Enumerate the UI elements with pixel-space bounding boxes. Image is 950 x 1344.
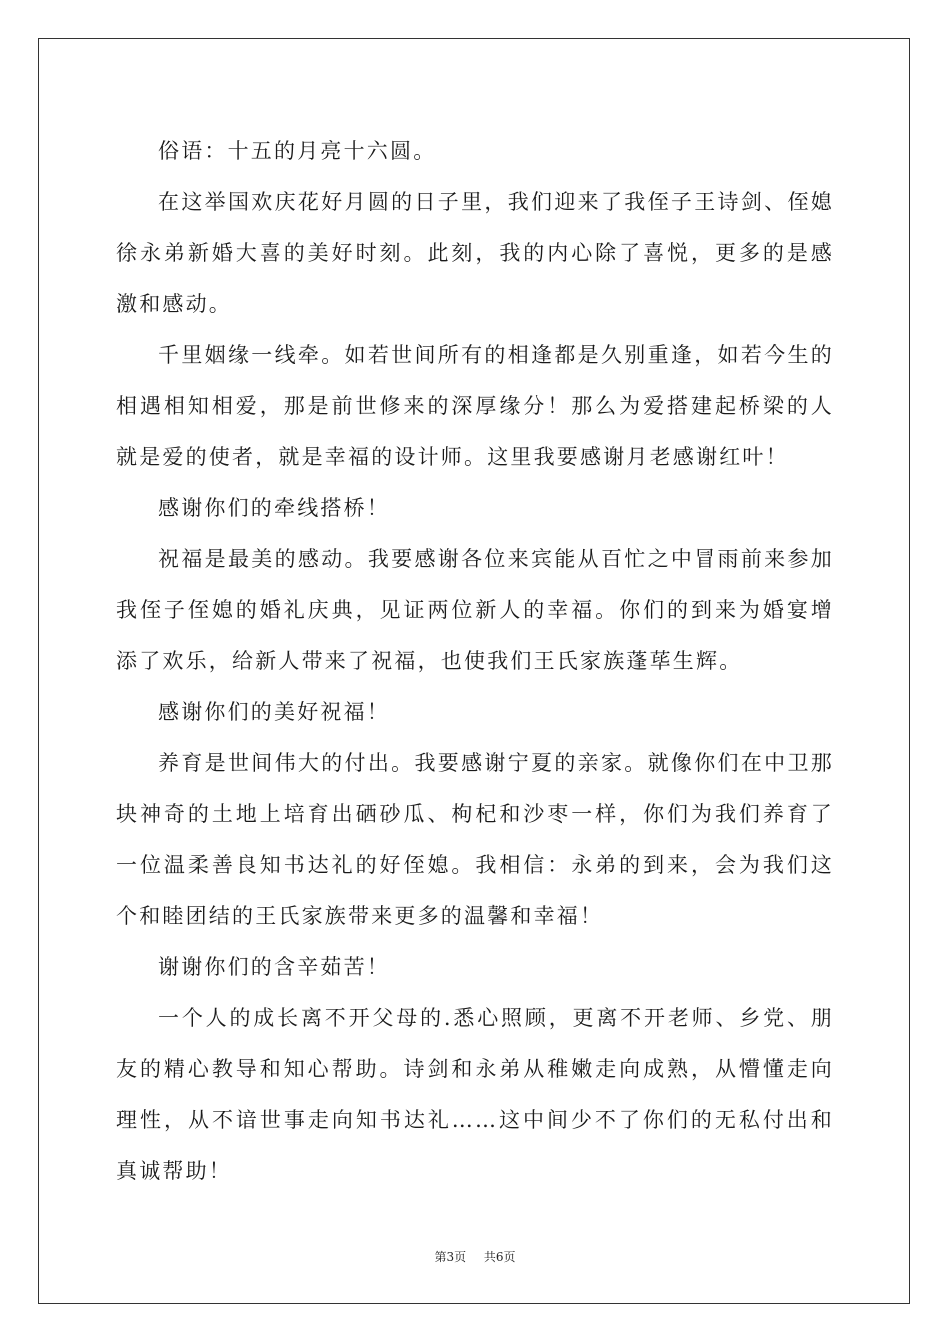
page-number: 第3页 <box>434 1250 467 1264</box>
paragraph: 千里姻缘一线牵。如若世间所有的相逢都是久别重逢，如若今生的相遇相知相爱，那是前世修来的深厚缘分！那么为爱搭建起桥梁的人就是爱的使者，就是幸福的设计师。这里我要感谢月老感谢红叶！ <box>116 343 834 469</box>
paragraph: 在这举国欢庆花好月圆的日子里，我们迎来了我侄子王诗剑、侄媳徐永弟新婚大喜的美好时刻。此刻，我的内心除了喜悦，更多的是感激和感动。 <box>116 190 834 316</box>
paragraph: 谢谢你们的含辛茹苦！ <box>158 955 390 979</box>
paragraph: 祝福是最美的感动。我要感谢各位来宾能从百忙之中冒雨前来参加我侄子侄媳的婚礼庆典，见证两位新人的幸福。你们的到来为婚宴增添了欢乐，给新人带来了祝福，也使我们王氏家族蓬荜生辉。 <box>116 547 834 673</box>
page-total: 共6页 <box>483 1250 516 1264</box>
paragraph: 感谢你们的美好祝福！ <box>158 700 390 724</box>
paragraph: 感谢你们的牵线搭桥！ <box>158 496 390 520</box>
document-body <box>116 126 834 1197</box>
page-footer <box>0 1248 950 1265</box>
paragraph: 一个人的成长离不开父母的.悉心照顾，更离不开老师、乡党、朋友的精心教导和知心帮助。诗剑和永弟从稚嫩走向成熟，从懵懂走向理性，从不谙世事走向知书达礼……这中间少不了你们的无私付出和真诚帮助！ <box>116 1006 834 1183</box>
paragraph: 养育是世间伟大的付出。我要感谢宁夏的亲家。就像你们在中卫那块神奇的土地上培育出硒砂瓜、枸杞和沙枣一样，你们为我们养育了一位温柔善良知书达礼的好侄媳。我相信：永弟的到来，会为我们这个和睦团结的王氏家族带来更多的温馨和幸福！ <box>116 751 834 928</box>
paragraph: 俗语：十五的月亮十六圆。 <box>158 139 437 163</box>
